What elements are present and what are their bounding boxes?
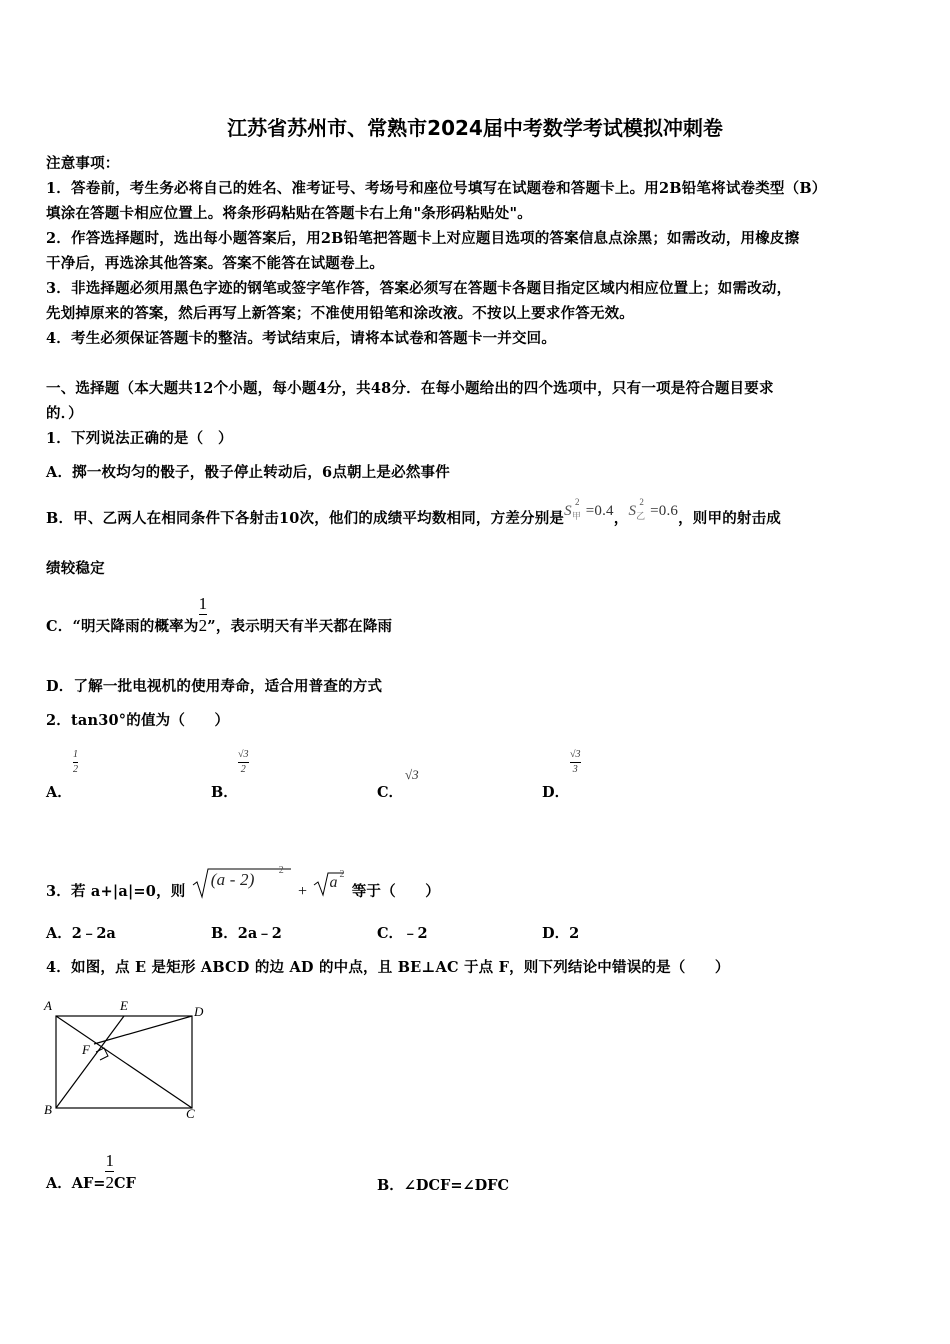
notice-line: 填涂在答题卡相应位置上。将条形码粘贴在答题卡右上角"条形码粘贴处"。 (46, 205, 532, 222)
sqrt-radicand-2: a (329, 874, 338, 891)
q1-option-b-cont: 绩较稳定 (46, 560, 105, 577)
q1-option-c-text: C．“明天降雨的概率为 (46, 617, 199, 635)
q2-option-a-value: 1 2 (73, 749, 78, 775)
q3-stem-tail: 等于（ ） (351, 882, 440, 900)
q1-option-c (46, 593, 393, 635)
q1-option-b-text: B．甲、乙两人在相同条件下各射击10次，他们的成绩平均数相同，方差分别是 (46, 510, 565, 527)
q2-option-c-value: √3 (405, 767, 419, 782)
plus-sign: + (297, 882, 308, 900)
exponent: 2 (339, 869, 345, 880)
notice-line: 干净后，再选涂其他答案。答案不能答在试题卷上。 (46, 255, 385, 272)
q4-option-a-text: A．AF= (46, 1174, 106, 1192)
point-label-d: D (194, 1004, 204, 1019)
notice-line: 2．作答选择题时，选出每小题答案后，用2B铅笔把答题卡上对应题目选项的答案信息点涂黑；如需改动，用橡皮擦 (46, 230, 800, 247)
page-title: 江苏省苏州市、常熟市2024届中考数学考试模拟冲刺卷 (227, 116, 723, 140)
section-heading: 一、选择题（本大题共12个小题，每小题4分，共48分．在每小题给出的四个选项中，只有一项是符合题目要求 (46, 380, 774, 397)
notice-line: 1．答卷前，考生务必将自己的姓名、准考证号、考场号和座位号填写在试题卷和答题卡上。用2B铅笔将试卷类型（B） (46, 180, 827, 197)
q4-stem: 4．如图，点 E 是矩形 ABCD 的边 AD 的中点，且 BE⊥AC 于点 F，则下列结论中错误的是（ ） (46, 959, 730, 976)
q3-option-a: A．2﹣2a (46, 925, 116, 942)
notice-line: 4．考生必须保证答题卡的整洁。考试结束后，请将本试卷和答题卡一并交回。 (46, 330, 557, 347)
q3-stem (46, 865, 440, 899)
point-label-c: C (186, 1106, 195, 1121)
fraction-one-half: $\frac{1}{2}$ (198, 594, 208, 635)
sqrt-radicand: (a - 2) (210, 870, 255, 889)
q3-stem-text: 3．若 a+|a|=0，则 (46, 882, 186, 900)
q2-option-b-value: √3 2 (238, 749, 249, 775)
q2-option-d-value: √3 3 (570, 749, 581, 775)
variance-jia: $S_甲^2=0.4$ (564, 497, 614, 521)
geometry-diagram (44, 996, 214, 1124)
exponent: 2 (278, 865, 284, 876)
q3-option-c: C．﹣2 (377, 925, 428, 942)
q1-option-b-tail: ，则甲的射击成 (678, 510, 781, 527)
comma: ， (613, 510, 629, 527)
variance-yi: $S_乙^2=0.6$ (628, 497, 679, 521)
q4-option-a (46, 1150, 136, 1192)
sqrt-expression-2 (312, 865, 346, 899)
point-label-b: B (44, 1102, 52, 1117)
q2-option-b-label: B． (211, 784, 238, 801)
q2-option-c-label: C． (377, 784, 404, 801)
q4-option-a-tail: CF (113, 1174, 136, 1192)
point-label-a: A (44, 998, 52, 1013)
q1-option-a: A．掷一枚均匀的骰子，骰子停止转动后，6点朝上是必然事件 (46, 464, 450, 481)
section-heading-cont: 的．） (46, 405, 83, 422)
notice-heading: 注意事项： (46, 155, 120, 172)
q2-option-d-label: D． (542, 784, 570, 801)
q1-stem: 1．下列说法正确的是（ ） (46, 430, 233, 447)
notice-line: 先划掉原来的答案，然后再写上新答案；不准使用铅笔和涂改液。不按以上要求作答无效。 (46, 305, 634, 322)
q1-option-b (46, 497, 781, 530)
q1-option-c-tail: ”，表示明天有半天都在降雨 (207, 617, 393, 635)
sqrt-expression (191, 865, 293, 899)
rectangle-figure (44, 996, 214, 1124)
point-label-e: E (120, 998, 128, 1013)
q3-option-b: B．2a﹣2 (211, 925, 282, 942)
q2-stem: 2．tan30°的值为（ ） (46, 712, 230, 729)
fraction-one-half: $\frac{1}{2}$ (105, 1151, 114, 1192)
q4-option-b: B．∠DCF=∠DFC (377, 1177, 510, 1194)
q3-option-d: D．2 (542, 925, 580, 942)
q1-option-d: D．了解一批电视机的使用寿命，适合用普查的方式 (46, 678, 383, 695)
notice-line: 3．非选择题必须用黑色字迹的钢笔或签字笔作答，答案必须写在答题卡各题目指定区域内相应位置上；如需改动， (46, 280, 792, 297)
point-label-f: F (82, 1042, 90, 1057)
q2-option-a-label: A． (46, 784, 72, 801)
